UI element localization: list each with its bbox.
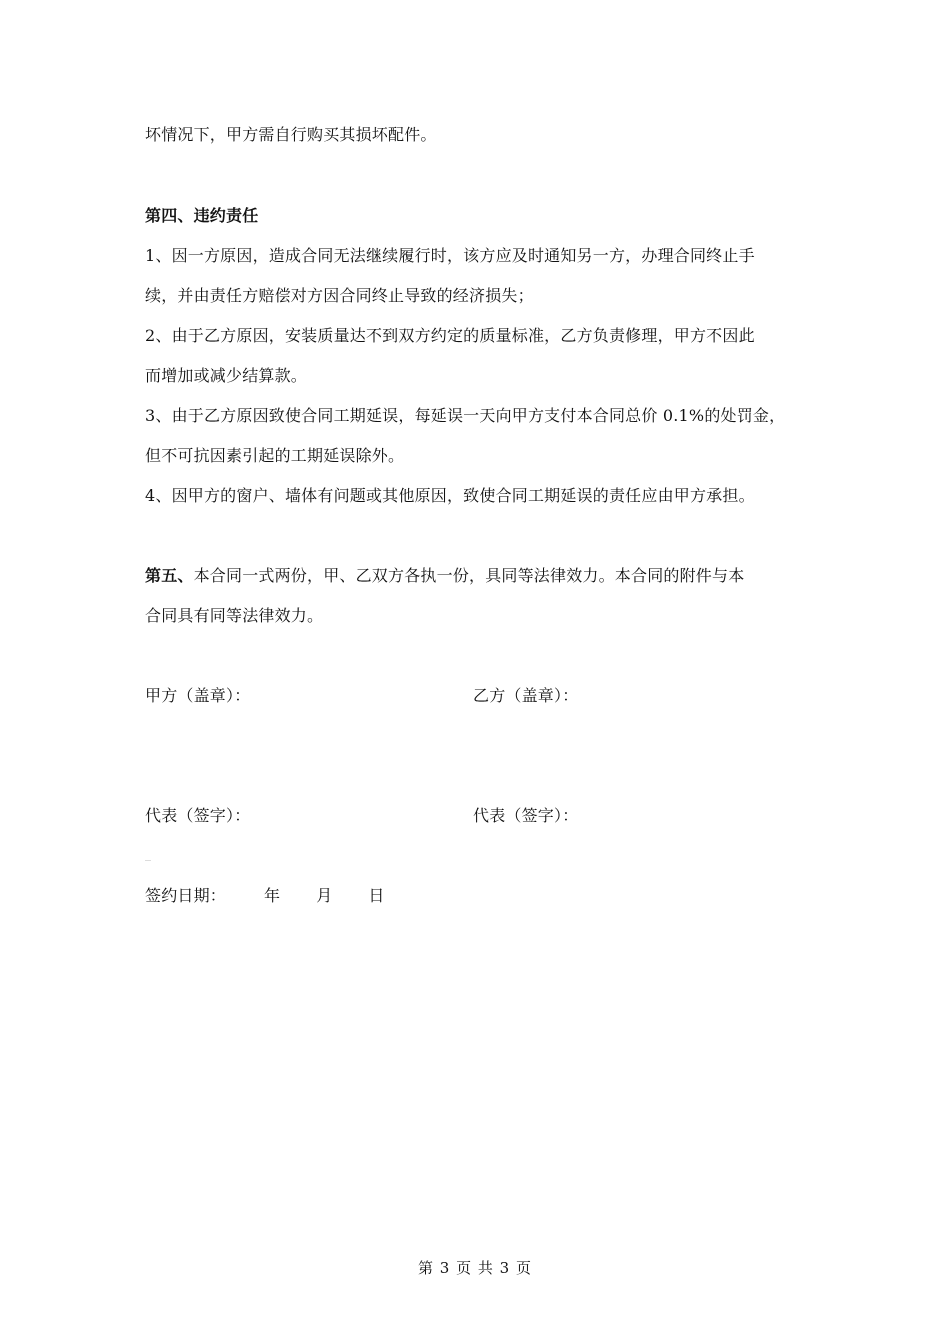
section-5-line-2: 合同具有同等法律效力。 — [145, 606, 324, 625]
party-b-rep-label: 代表（签字）： — [473, 806, 579, 825]
section-5-heading: 第五、 — [145, 566, 194, 585]
section-4-line-6: 但不可抗因素引起的工期延误除外。 — [145, 446, 405, 465]
party-a-seal-label: 甲方（盖章）： — [145, 686, 251, 705]
party-a-rep-label: 代表（签字）： — [145, 806, 251, 825]
date-year-label: 年 — [264, 886, 281, 905]
page-footer: 第 3 页 共 3 页 — [418, 1259, 532, 1277]
section-4-line-3: 2、由于乙方原因，安装质量达不到双方约定的质量标准，乙方负责修理，甲方不因此 — [145, 326, 755, 345]
signing-date-label: 签约日期： — [145, 886, 227, 905]
date-day-label: 日 — [368, 886, 385, 905]
section-4-line-1: 1、因一方原因，造成合同无法继续履行时，该方应及时通知另一方，办理合同终止手 — [145, 246, 755, 265]
continuation-line: 坏情况下，甲方需自行购买其损坏配件。 — [145, 125, 437, 144]
faint-mark — [145, 860, 151, 861]
section-4-line-4: 而增加或减少结算款。 — [145, 366, 308, 385]
signing-date-row — [145, 885, 385, 907]
section-4-heading: 第四、违约责任 — [145, 206, 259, 225]
section-4-line-5: 3、由于乙方原因致使合同工期延误，每延误一天向甲方支付本合同总价 0.1%的处罚金， — [145, 406, 786, 425]
section-4-line-2: 续，并由责任方赔偿对方因合同终止导致的经济损失； — [145, 286, 534, 305]
section-5-text: 本合同一式两份，甲、乙双方各执一份，具同等法律效力。本合同的附件与本 — [193, 566, 745, 585]
section-4-line-7: 4、因甲方的窗户、墙体有问题或其他原因，致使合同工期延误的责任应由甲方承担。 — [145, 486, 755, 505]
date-month-label: 月 — [316, 886, 333, 905]
party-b-seal-label: 乙方（盖章）： — [473, 686, 579, 705]
section-5-line-1 — [145, 565, 744, 587]
